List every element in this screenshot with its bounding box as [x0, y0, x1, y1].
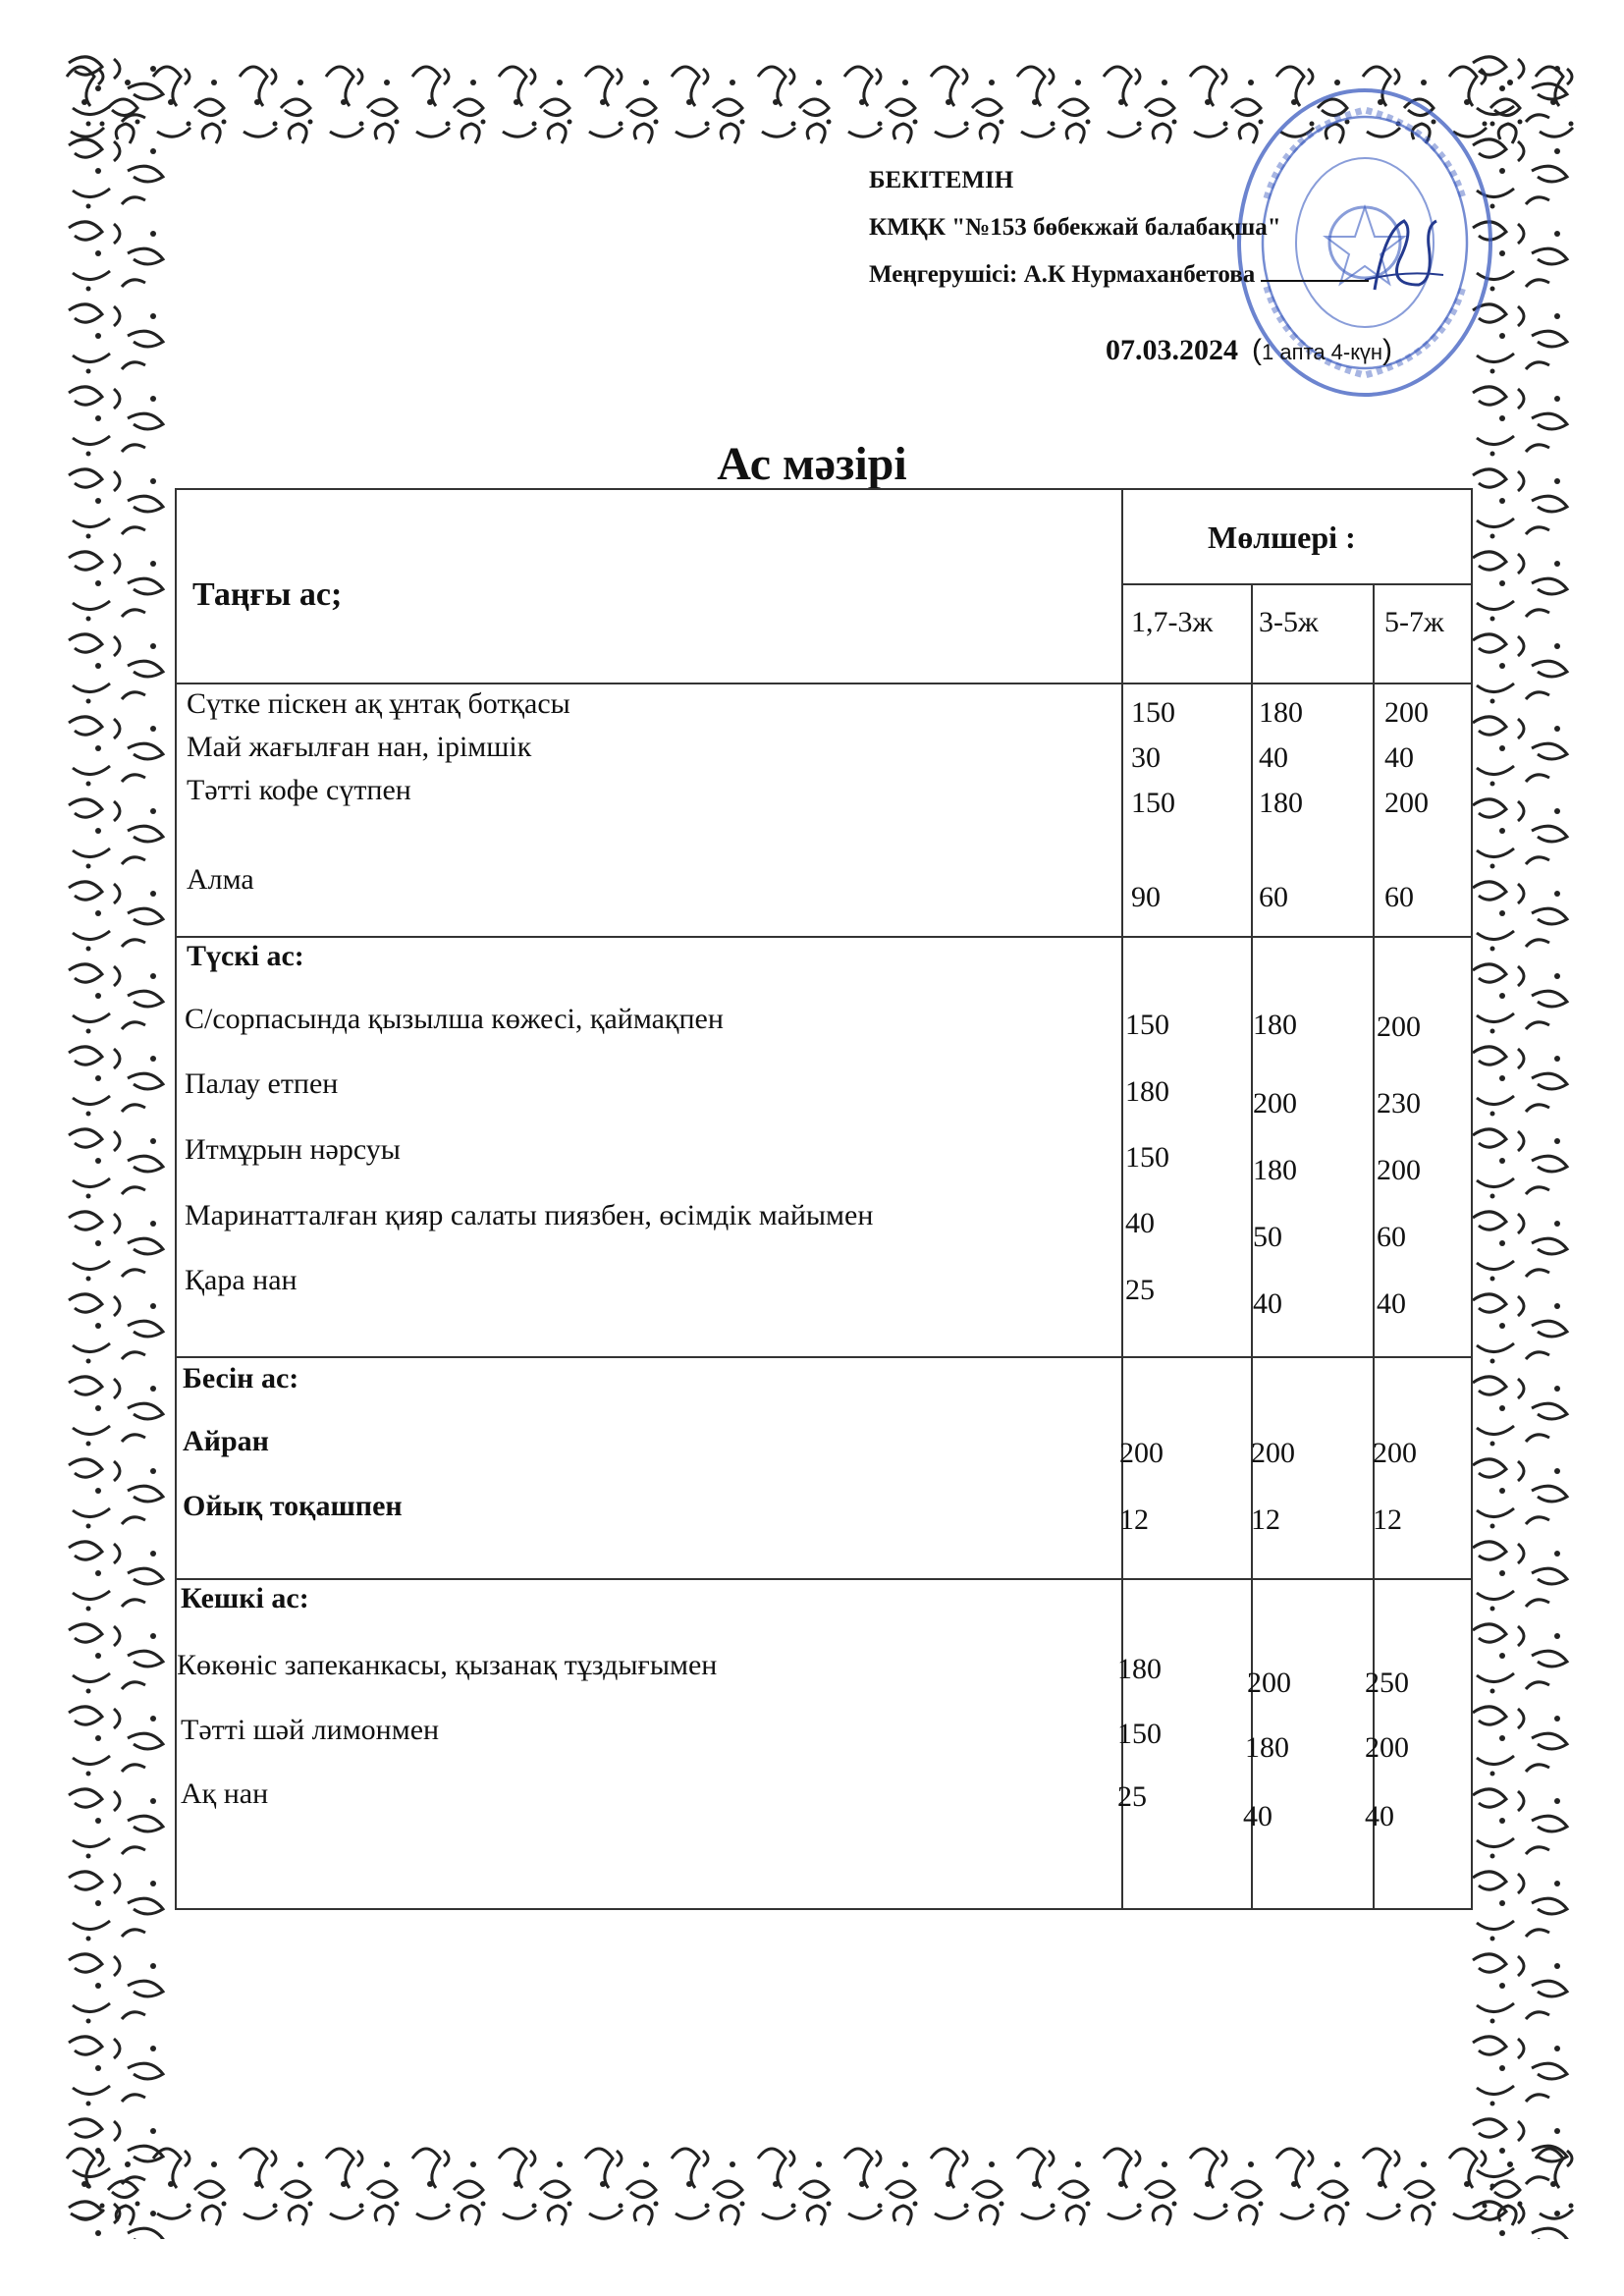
qty-cell: 150	[1125, 1009, 1169, 1041]
qty-cell: 180	[1253, 1154, 1297, 1186]
qty-cell: 50	[1253, 1221, 1282, 1253]
decorative-border-bottom-icon	[59, 2131, 1576, 2239]
qty-cell: 230	[1377, 1087, 1421, 1120]
qty-cell: 40	[1125, 1207, 1155, 1239]
qty-cell: 150	[1117, 1718, 1162, 1750]
approval-block	[869, 157, 1369, 299]
row-divider-snack	[177, 1578, 1473, 1580]
qty-cell: 200	[1365, 1731, 1409, 1764]
qty-cell: 180	[1259, 696, 1303, 729]
qty-cell: 200	[1247, 1667, 1291, 1699]
col-divider-1	[1121, 490, 1123, 1910]
qty-cell: 60	[1259, 881, 1288, 913]
qty-cell: 200	[1377, 1011, 1421, 1043]
dish-name: Көкөніс запеканкасы, қызанақ тұздығымен	[177, 1649, 718, 1681]
organization-name: КМҚК "№153 бөбекжай балабақша"	[869, 214, 1281, 241]
dish-name: Тәтті шәй лимонмен	[181, 1714, 440, 1746]
age-group-2: 3-5ж	[1259, 606, 1319, 638]
age-group-3: 5-7ж	[1384, 606, 1444, 638]
qty-cell: 180	[1253, 1009, 1297, 1041]
qty-cell: 30	[1131, 741, 1161, 774]
col-divider-3	[1373, 583, 1375, 1910]
dish-name: Алма	[187, 863, 254, 896]
dish-name: Палау етпен	[185, 1067, 339, 1100]
qty-cell: 60	[1384, 881, 1414, 913]
qty-cell: 40	[1259, 741, 1288, 774]
qty-cell: 12	[1373, 1503, 1402, 1536]
dish-name: Тәтті кофе сүтпен	[187, 774, 411, 806]
qty-cell: 180	[1245, 1731, 1289, 1764]
head-name-text: Меңгерушісі: А.К Нурмаханбетова	[869, 261, 1256, 288]
head-name	[869, 251, 1369, 299]
row-divider-lunch	[177, 1356, 1473, 1358]
page-title: Ас мәзірі	[717, 438, 907, 490]
week-day-text: 1 апта 4-күн	[1262, 340, 1383, 364]
dinner-section-title: Кешкі ас:	[181, 1582, 309, 1614]
qty-cell: 200	[1377, 1154, 1421, 1186]
qty-cell: 200	[1251, 1437, 1295, 1469]
dish-name: Ойық тоқашпен	[183, 1490, 403, 1522]
dish-name: Маринатталған қияр салаты пиязбен, өсімдік майымен	[185, 1199, 874, 1231]
dish-name: Қара нан	[185, 1264, 298, 1296]
header-subdivider	[1121, 583, 1473, 585]
qty-cell: 200	[1384, 696, 1429, 729]
qty-cell: 200	[1373, 1437, 1417, 1469]
decorative-border-left-icon	[59, 49, 177, 2239]
qty-cell: 150	[1131, 696, 1175, 729]
qty-cell: 90	[1131, 881, 1161, 913]
menu-date: 07.03.2024	[1106, 334, 1238, 366]
dish-name: Май жағылған нан, ірімшік	[187, 731, 532, 763]
qty-cell: 40	[1365, 1800, 1394, 1832]
qty-cell: 60	[1377, 1221, 1406, 1253]
row-divider-header	[177, 683, 1473, 684]
quantity-header: Мөлшері :	[1208, 519, 1356, 555]
signature-line	[1261, 254, 1369, 282]
date-line	[1106, 334, 1392, 367]
qty-cell: 180	[1117, 1653, 1162, 1685]
week-day	[1252, 334, 1393, 366]
qty-cell: 200	[1384, 787, 1429, 819]
signature-icon	[1355, 211, 1453, 309]
qty-cell: 180	[1259, 787, 1303, 819]
qty-cell: 25	[1117, 1780, 1147, 1813]
lunch-section-title: Түскі ас:	[187, 940, 304, 972]
qty-cell: 40	[1384, 741, 1414, 774]
approval-title: БЕКІТЕМІН	[869, 167, 1014, 193]
dish-name: Сүтке піскен ақ ұнтақ ботқасы	[187, 687, 570, 720]
qty-cell: 25	[1125, 1274, 1155, 1306]
qty-cell: 12	[1251, 1503, 1280, 1536]
qty-cell: 40	[1377, 1287, 1406, 1320]
qty-cell: 40	[1243, 1800, 1272, 1832]
qty-cell: 150	[1125, 1141, 1169, 1174]
row-divider-breakfast	[177, 936, 1473, 938]
paren-close: )	[1382, 334, 1393, 366]
dish-name: Айран	[183, 1425, 269, 1457]
qty-cell: 200	[1119, 1437, 1164, 1469]
qty-cell: 200	[1253, 1087, 1297, 1120]
qty-cell: 180	[1125, 1075, 1169, 1108]
qty-cell: 12	[1119, 1503, 1149, 1536]
dish-name: Итмұрын нәрсуы	[185, 1133, 401, 1166]
age-group-1: 1,7-3ж	[1131, 606, 1214, 638]
qty-cell: 40	[1253, 1287, 1282, 1320]
paren-open: (	[1252, 334, 1262, 366]
qty-cell: 150	[1131, 787, 1175, 819]
breakfast-header: Таңғы ас;	[192, 576, 343, 613]
qty-cell: 250	[1365, 1667, 1409, 1699]
menu-table	[175, 488, 1473, 1910]
snack-section-title: Бесін ас:	[183, 1362, 299, 1394]
dish-name: Ақ нан	[181, 1777, 269, 1810]
dish-name: С/сорпасында қызылша көжесі, қаймақпен	[185, 1003, 724, 1035]
